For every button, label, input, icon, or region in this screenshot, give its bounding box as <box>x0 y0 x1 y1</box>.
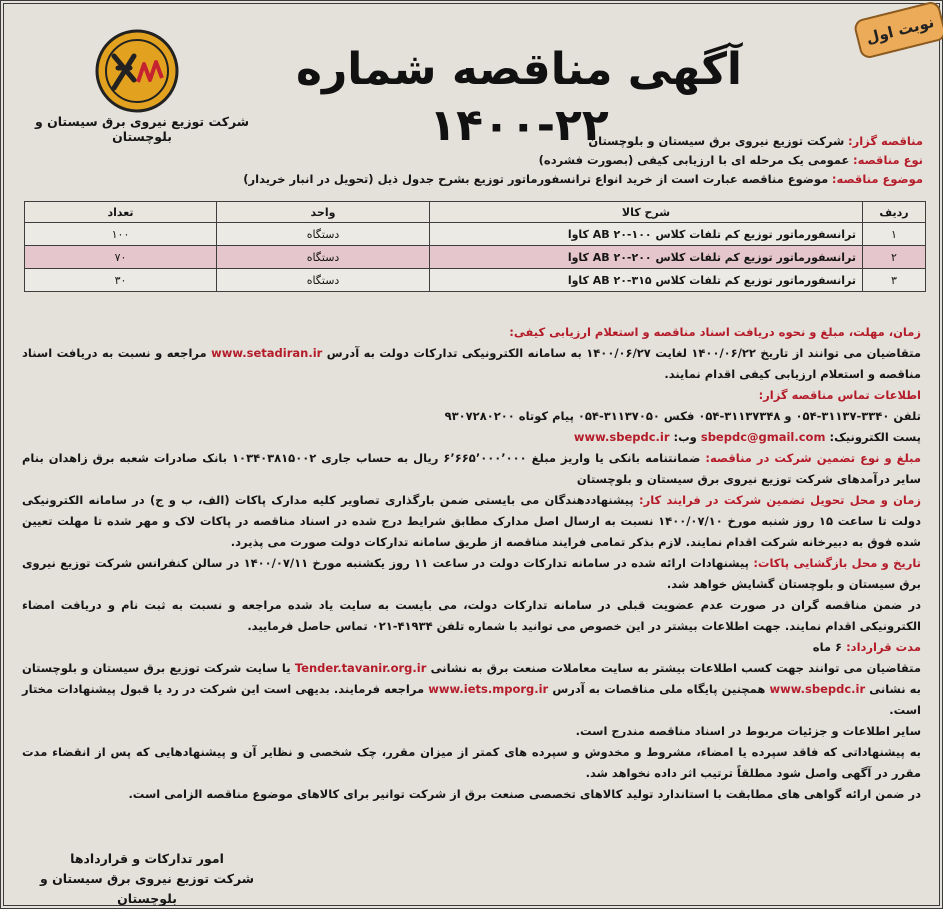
more-info-text-c: همچنین پایگاه ملی مناقصات به آدرس <box>552 682 766 696</box>
documents-text-b: مراجعه و نسبت به دریافت اسناد مناقصه و استعلام ارزیابی کیفی اقدام نمایند. <box>22 346 921 381</box>
item-description: ترانسفورماتور توزیع کم تلفات کلاس AB ۲۰-۲۰۰ کاوا <box>430 246 863 269</box>
documents-label: زمان، مهلت، مبلغ و نحوه دریافت اسناد مناقصه و استعلام ارزیابی کیفی: <box>509 325 921 339</box>
more-info-text-a: متقاضیان می توانند جهت کسب اطلاعات بیشتر به سایت معاملات صنعت برق به نشانی <box>430 661 921 675</box>
guarantee-section <box>22 448 921 490</box>
setadiran-link[interactable]: www.setadiran.ir <box>211 346 323 360</box>
tender-type-label: نوع مناقصه: <box>853 153 923 167</box>
signature-block <box>22 849 272 909</box>
more-info-text-d: مراجعه فرمایند. بدیهی است این شرکت در رد یا قبول پیشنهادات مختار است. <box>22 682 921 717</box>
tenderer-line <box>20 132 923 151</box>
table-row <box>25 269 926 292</box>
opening-label: تاریخ و محل بازگشایی پاکات: <box>753 556 922 570</box>
row-number: ۱ <box>863 223 926 246</box>
contract-duration-value: ۶ ماه <box>812 640 843 654</box>
table-header-row <box>25 202 926 223</box>
opening-text: پیشنهادات ارائه شده در سامانه تدارکات دولت در ساعت ۱۱ روز یکشنبه مورخ ۱۴۰۰/۰۷/۱۱ در سالن کنفرانس شرکت توزیع نیروی برق سیستان و بلوچستان گشایش خواهد شد. <box>22 556 921 591</box>
tender-subject-value: موضوع مناقصه عبارت است از خرید انواع ترانسفورماتور توزیع بشرح جدول ذیل (تحویل در انبار خریدار) <box>243 172 829 186</box>
item-description: ترانسفورماتور توزیع کم تلفات کلاس AB ۲۰-۳۱۵ کاوا <box>430 269 863 292</box>
col-description: شرح کالا <box>430 202 863 223</box>
tender-conditions <box>22 322 921 805</box>
tender-type-line <box>20 151 923 170</box>
item-quantity: ۳۰ <box>25 269 217 292</box>
tender-subject-line <box>20 170 923 189</box>
stamp-text: نوبت اول <box>864 12 936 48</box>
rejection-note: به پیشنهاداتی که فاقد سپرده یا امضاء، مشروط و مخدوش و سپرده های کمتر از میزان مقرر، چک شخصی و نظایر آن و پیشنهادهایی که پس از انقضاء مدت مقرر در آگهی واصل شود مطلقاً ترتیب اثر داده نخواهد شد. <box>22 745 921 780</box>
signature-line-1: امور تدارکات و قراردادها <box>70 851 224 866</box>
more-info <box>22 658 921 721</box>
item-unit: دستگاه <box>217 223 430 246</box>
email-label: پست الکترونیک: <box>829 430 921 444</box>
tenderer-label: مناقصه گزار: <box>848 134 923 148</box>
certificate-note: در ضمن ارائه گواهی های مطابقت با استاندارد تولید کالاهای تخصصی صنعت برق از شرکت توانیر برای کالاهای موضوع مناقصه الزامی است. <box>128 787 921 801</box>
contact-section <box>22 385 921 406</box>
col-unit: واحد <box>217 202 430 223</box>
contact-label: اطلاعات تماس مناقصه گزار: <box>758 388 921 402</box>
notice-title: آگهی مناقصه شماره ۲۲-۱۴۰۰ <box>295 44 743 151</box>
registration-note: در ضمن مناقصه گران در صورت عدم عضویت قبلی در سامانه تدارکات دولت، می بایست به سایت یاد شده مراجعه و نسبت به ثبت نام و دریافت امضاء الکترونیکی اقدام نمایند. جهت اطلاعات بیشتر در این خصوص می توانید با شماره تلفن ۴۱۹۳۴-۰۲۱ تماس حاصل فرمایید. <box>22 598 921 633</box>
tavanir-link[interactable]: Tender.tavanir.org.ir <box>294 661 427 675</box>
documents-section <box>22 322 921 343</box>
table-row <box>25 246 926 269</box>
documents-text-a: متقاضیان می توانند از تاریخ ۱۴۰۰/۰۶/۲۲ لغایت ۱۴۰۰/۰۶/۲۷ به سامانه الکترونیکی تدارکات دولت به آدرس <box>326 346 921 360</box>
delivery-section <box>22 490 921 553</box>
contact-phones: تلفن ۳۳۴۰-۳۱۱۳۷-۰۵۴ و ۳۱۱۳۷۳۴۸-۰۵۴ فکس ۳۱۱۳۷۰۵۰-۰۵۴ پیام کوتاه ۹۳۰۷۲۸۰۲۰۰ <box>444 409 921 423</box>
tender-subject-label: موضوع مناقصه: <box>831 172 923 186</box>
first-publication-stamp <box>852 0 943 60</box>
delivery-label: زمان و محل تحویل تضمین شرکت در فرایند کار: <box>639 493 921 507</box>
tender-type-value: عمومی یک مرحله ای با ارزیابی کیفی (بصورت فشرده) <box>538 153 850 167</box>
email-link[interactable]: sbepdc@gmail.com <box>700 430 826 444</box>
contract-duration <box>22 637 921 658</box>
guarantee-label: مبلغ و نوع تضمین شرکت در مناقصه: <box>705 451 921 465</box>
iets-link[interactable]: www.iets.mporg.ir <box>428 682 549 696</box>
tender-info <box>20 132 923 189</box>
tenderer-value: شرکت توزیع نیروی برق سیستان و بلوچستان <box>588 134 845 148</box>
other-details: سایر اطلاعات و جزئیات مربوط در اسناد مناقصه مندرج است. <box>575 724 921 738</box>
web-label: وب: <box>673 430 697 444</box>
item-quantity: ۷۰ <box>25 246 217 269</box>
guarantee-text: ضمانتنامه بانکی یا واریز مبلغ ۶٬۶۶۵٬۰۰۰٬۰۰۰ ریال به حساب جاری ۱۰۳۴۰۳۸۱۵۰۰۲ بانک صادرات شعبه برق زاهدان بنام سایر درآمدهای شرکت توزیع نیروی برق سیستان و بلوچستان <box>22 451 921 486</box>
signature-line-2: شرکت توزیع نیروی برق سیستان و بلوچستان <box>39 871 255 906</box>
item-unit: دستگاه <box>217 269 430 292</box>
row-number: ۲ <box>863 246 926 269</box>
contact-online <box>22 427 921 448</box>
row-number: ۳ <box>863 269 926 292</box>
website-link[interactable]: www.sbepdc.ir <box>573 430 670 444</box>
more-info-text-b: یا سایت شرکت توزیع برق سیستان و بلوچستان به نشانی <box>22 661 921 696</box>
col-quantity: تعداد <box>25 202 217 223</box>
documents-text <box>22 343 921 385</box>
item-description: ترانسفورماتور توزیع کم تلفات کلاس AB ۲۰-۱۰۰ کاوا <box>430 223 863 246</box>
power-company-logo-icon <box>94 28 180 114</box>
opening-section <box>22 553 921 595</box>
contract-duration-label: مدت قرارداد: <box>846 640 921 654</box>
delivery-text: پیشنهاددهندگان می بایستی ضمن بارگذاری تصاویر کلیه مدارک پاکات (الف، ب و ج) در سامانه الکترونیکی دولت تا ساعت ۱۵ روز شنبه مورخ ۱۴۰۰/۰۷/۱۰ نسبت به ارسال اصل مدارک مطابق شرایط درج شده در اسناد مناقصه در پاکات لاک و مهر شده تا مهلت تعیین شده فوق به دبیرخانه شرکت اقدام نمایند. لازم بذکر تمامی فرایند مناقصه از طریق سامانه تدارکات دولت صورت می پذیرد. <box>22 493 921 549</box>
table-row <box>25 223 926 246</box>
col-row-number: ردیف <box>863 202 926 223</box>
item-unit: دستگاه <box>217 246 430 269</box>
company-name: شرکت توزیع نیروی برق سیستان و بلوچستان <box>34 114 250 144</box>
item-quantity: ۱۰۰ <box>25 223 217 246</box>
sbepdc-link[interactable]: www.sbepdc.ir <box>769 682 866 696</box>
items-table <box>24 201 926 292</box>
